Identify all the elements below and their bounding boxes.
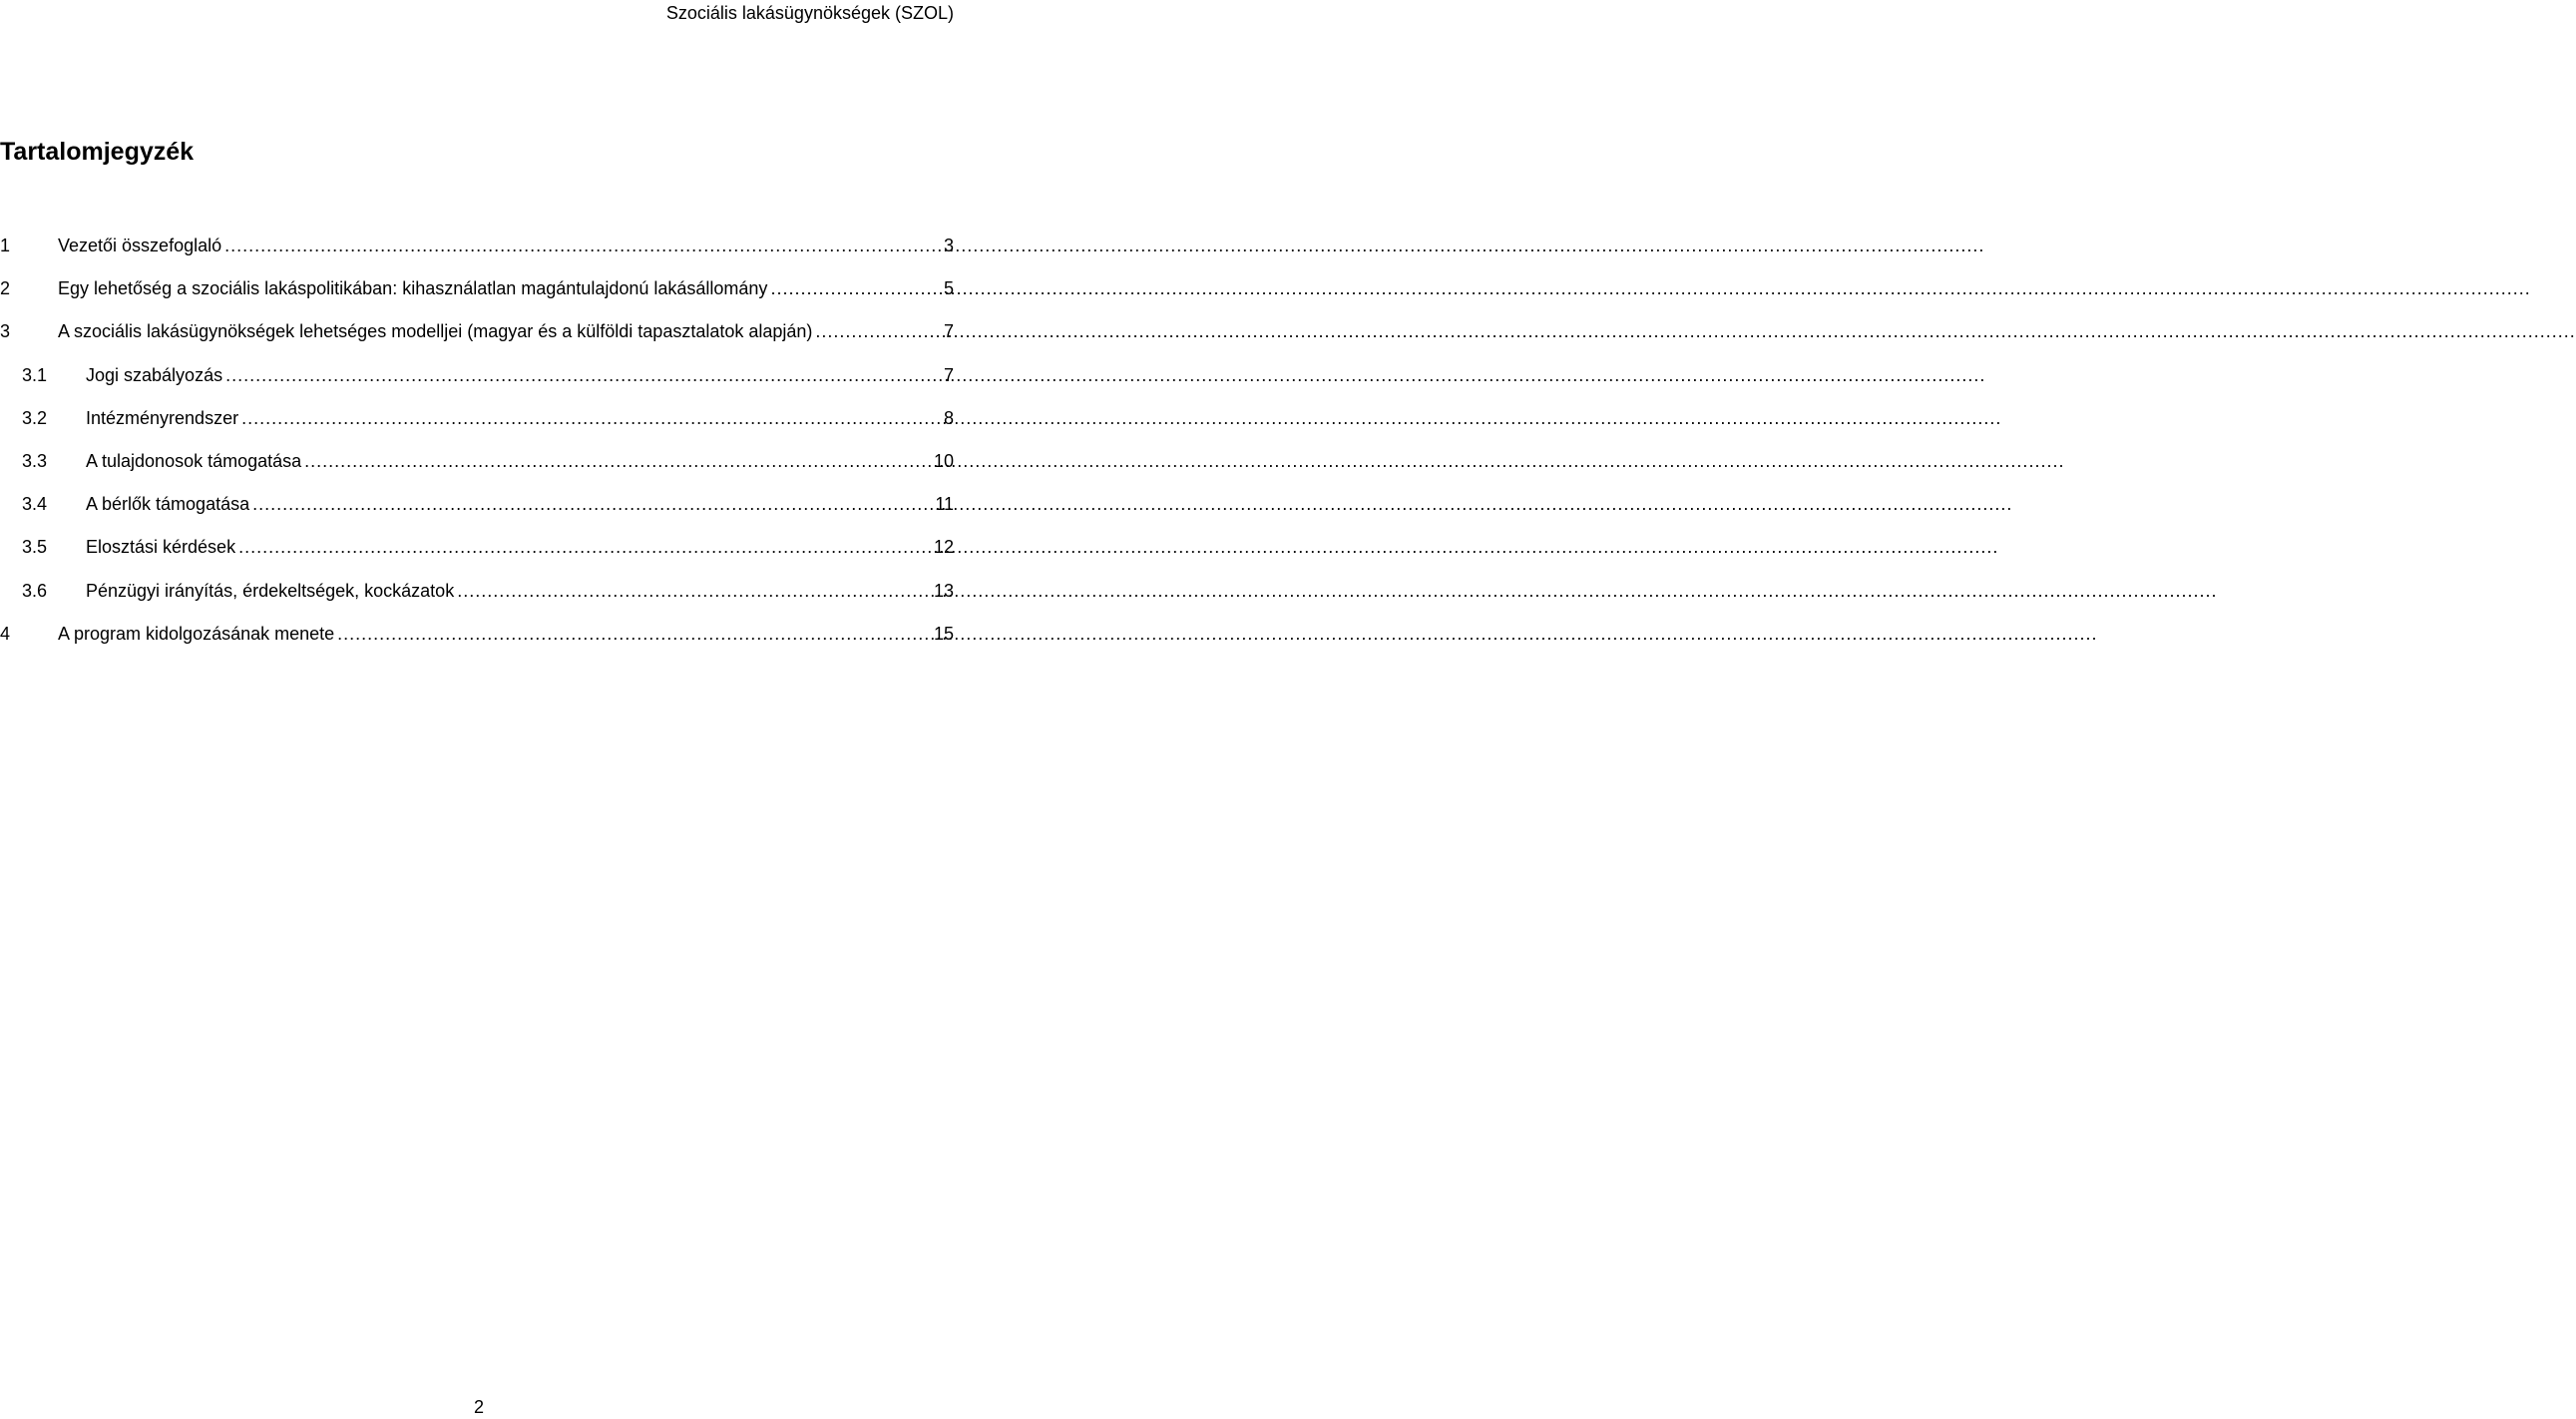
toc-leader-dots	[815, 310, 942, 353]
toc-leader-dots	[457, 570, 932, 613]
toc-entry-number: 3	[0, 321, 11, 342]
toc-entry-title: A program kidolgozásának menete	[58, 623, 335, 644]
toc-entry-page: 7	[943, 364, 954, 385]
toc-entry[interactable]	[0, 267, 954, 310]
toc-entry-title: Intézményrendszer	[86, 407, 239, 428]
toc-entry[interactable]	[0, 225, 954, 267]
toc-entry-page: 10	[933, 450, 954, 471]
toc-entry-number: 4	[0, 623, 11, 644]
toc-entry-number: 1	[0, 236, 11, 255]
toc-entry-title: Vezetői összefoglaló	[58, 236, 222, 255]
toc-leader-dots	[337, 613, 932, 656]
toc-entry-number: 2	[0, 278, 11, 299]
toc-entry-number: 3.2	[22, 407, 48, 428]
toc-entry[interactable]	[0, 483, 954, 526]
toc-entry-number: 3.5	[22, 537, 48, 558]
toc-leader-dots	[224, 225, 942, 267]
toc-entry[interactable]	[0, 397, 954, 440]
toc-entry-title: Egy lehetőség a szociális lakáspolitikában: kihasználatlan magántulajdonú lakásállomány	[58, 278, 768, 299]
toc-entry-page: 13	[933, 580, 954, 601]
page-number: 2	[473, 1397, 484, 1417]
toc-entry-number: 3.3	[22, 450, 48, 471]
toc-leader-dots	[304, 440, 932, 483]
toc-leader-dots	[252, 483, 933, 526]
running-header: Szociális lakásügynökségek (SZOL)	[665, 3, 954, 23]
table-of-contents	[0, 225, 954, 656]
toc-entry[interactable]	[0, 440, 954, 483]
toc-entry-page: 5	[943, 278, 954, 299]
toc-leader-dots	[225, 354, 942, 397]
toc-entry-page: 7	[943, 321, 954, 342]
toc-entry-number: 3.4	[22, 494, 48, 515]
toc-entry-number: 3.1	[22, 364, 48, 385]
toc-leader-dots	[241, 397, 942, 440]
toc-entry[interactable]	[0, 613, 954, 656]
toc-entry-page: 12	[933, 537, 954, 558]
toc-title: Tartalomjegyzék	[0, 138, 195, 166]
toc-entry[interactable]	[0, 526, 954, 569]
toc-entry-page: 8	[943, 407, 954, 428]
toc-entry-title: A szociális lakásügynökségek lehetséges modelljei (magyar és a külföldi tapasztalatok alapján)	[58, 321, 813, 342]
toc-leader-dots	[770, 267, 942, 310]
toc-entry-page: 3	[943, 236, 954, 255]
toc-entry-title: Jogi szabályozás	[86, 364, 223, 385]
toc-leader-dots	[238, 526, 932, 569]
toc-entry-title: Elosztási kérdések	[86, 537, 236, 558]
toc-entry[interactable]	[0, 310, 954, 353]
toc-entry-title: Pénzügyi irányítás, érdekeltségek, kockázatok	[86, 580, 455, 601]
toc-entry[interactable]	[0, 570, 954, 613]
toc-entry-page: 11	[935, 494, 954, 515]
toc-entry-title: A bérlők támogatása	[86, 494, 250, 515]
toc-entry-number: 3.6	[22, 580, 48, 601]
toc-entry[interactable]	[0, 354, 954, 397]
toc-entry-title: A tulajdonosok támogatása	[86, 450, 302, 471]
toc-entry-page: 15	[933, 623, 954, 644]
